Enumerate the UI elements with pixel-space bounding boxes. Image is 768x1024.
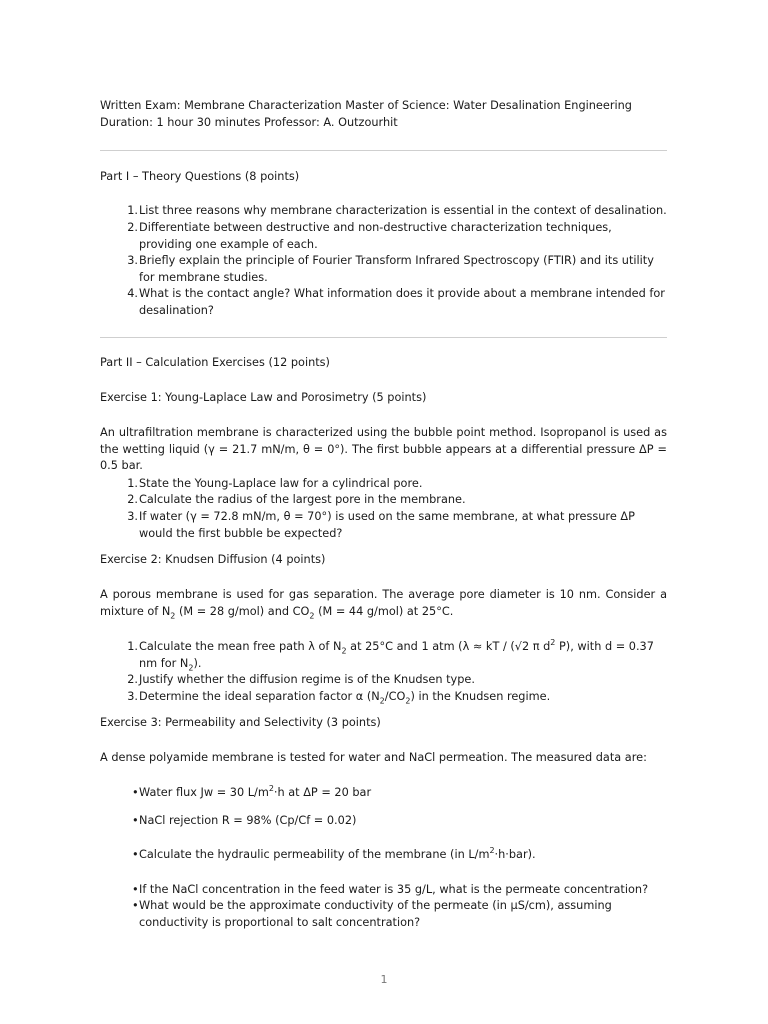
page-number: 1 bbox=[380, 973, 388, 986]
list-number: 1. bbox=[127, 204, 138, 217]
item-text: What would be the approximate conductivity of the permeate (in μS/cm), assuming conductivity is proportional to salt concentration? bbox=[139, 899, 612, 929]
bullet-icon: • bbox=[132, 786, 139, 799]
bullet-icon: • bbox=[132, 883, 139, 896]
bullet-icon: • bbox=[132, 848, 139, 861]
question-text: Briefly explain the principle of Fourier Transform Infrared Spectroscopy (FTIR) and its utility for membrane studies. bbox=[139, 254, 654, 284]
exercise2-title: Exercise 2: Knudsen Diffusion (4 points) bbox=[100, 553, 326, 566]
list-number: 3. bbox=[127, 254, 138, 267]
exercise1-title: Exercise 1: Young-Laplace Law and Porosimetry (5 points) bbox=[100, 391, 427, 404]
part1-title: Part I – Theory Questions (8 points) bbox=[100, 170, 300, 183]
list-number: 1. bbox=[127, 477, 138, 490]
part2-title: Part II – Calculation Exercises (12 points) bbox=[100, 356, 330, 369]
item-text: NaCl rejection R = 98% (Cp/Cf = 0.02) bbox=[139, 814, 357, 827]
list-number: 2. bbox=[127, 221, 138, 234]
list-number: 3. bbox=[127, 510, 138, 523]
item-text: Calculate the radius of the largest pore in the membrane. bbox=[139, 493, 466, 506]
item-text: Calculate the hydraulic permeability of the membrane (in $L/m^2\cdot h\cdot bar$). bbox=[139, 846, 536, 861]
exercise2-intro: A porous membrane is used for gas separation. The average pore diameter is 10 nm. Consider a mixture of $N_2$ (M = 28 g/mol) and $CO_2$ (M = 44 g/mol) at 25°C. bbox=[100, 588, 667, 620]
list-number: 1. bbox=[127, 640, 138, 653]
question-text: What is the contact angle? What information does it provide about a membrane intended for desalination? bbox=[139, 287, 665, 317]
item-text: If the NaCl concentration in the feed water is 35 g/L, what is the permeate concentration? bbox=[139, 883, 649, 896]
exercise3-intro: A dense polyamide membrane is tested for water and NaCl permeation. The measured data are: bbox=[100, 751, 647, 764]
exam-header: Written Exam: Membrane Characterization Master of Science: Water Desalination Engineering Duration: 1 hour 30 minutes Professor: A. Outzourhit bbox=[100, 99, 632, 129]
list-number: 2. bbox=[127, 493, 138, 506]
list-number: 4. bbox=[127, 287, 138, 300]
item-text: State the Young-Laplace law for a cylindrical pore. bbox=[139, 477, 423, 490]
item-text: Water flux Jw = 30 $L/m^2\cdot h$ at ΔP = 20 bar bbox=[139, 784, 372, 799]
item-text: Calculate the mean free path λ of $N_2$ at 25°C and 1 atm (λ ≈ kT / (√2 π $d^2$ P), with d = 0.37 nm for $N_2$). bbox=[139, 638, 654, 672]
bullet-icon: • bbox=[132, 814, 139, 827]
divider bbox=[100, 150, 667, 151]
list-number: 2. bbox=[127, 673, 138, 686]
item-text: Determine the ideal separation factor α $(N_2/CO_2)$ in the Knudsen regime. bbox=[139, 690, 551, 706]
exercise1-intro: An ultrafiltration membrane is characterized using the bubble point method. Isopropanol is used as the wetting liquid (γ = 21.7 mN/m, θ = 0°). The first bubble appears at a differential pressure ΔP = 0.5 bar. bbox=[100, 426, 667, 472]
list-number: 3. bbox=[127, 690, 138, 703]
bullet-icon: • bbox=[132, 899, 139, 912]
item-text: If water (γ = 72.8 mN/m, θ = 70°) is used on the same membrane, at what pressure ΔP would the first bubble be expected? bbox=[139, 510, 635, 540]
divider bbox=[100, 337, 667, 338]
question-text: List three reasons why membrane characterization is essential in the context of desalination. bbox=[139, 204, 667, 217]
question-text: Differentiate between destructive and non-destructive characterization techniques, providing one example of each. bbox=[139, 221, 612, 251]
item-text: Justify whether the diffusion regime is of the Knudsen type. bbox=[139, 673, 475, 686]
exercise3-title: Exercise 3: Permeability and Selectivity (3 points) bbox=[100, 716, 381, 729]
